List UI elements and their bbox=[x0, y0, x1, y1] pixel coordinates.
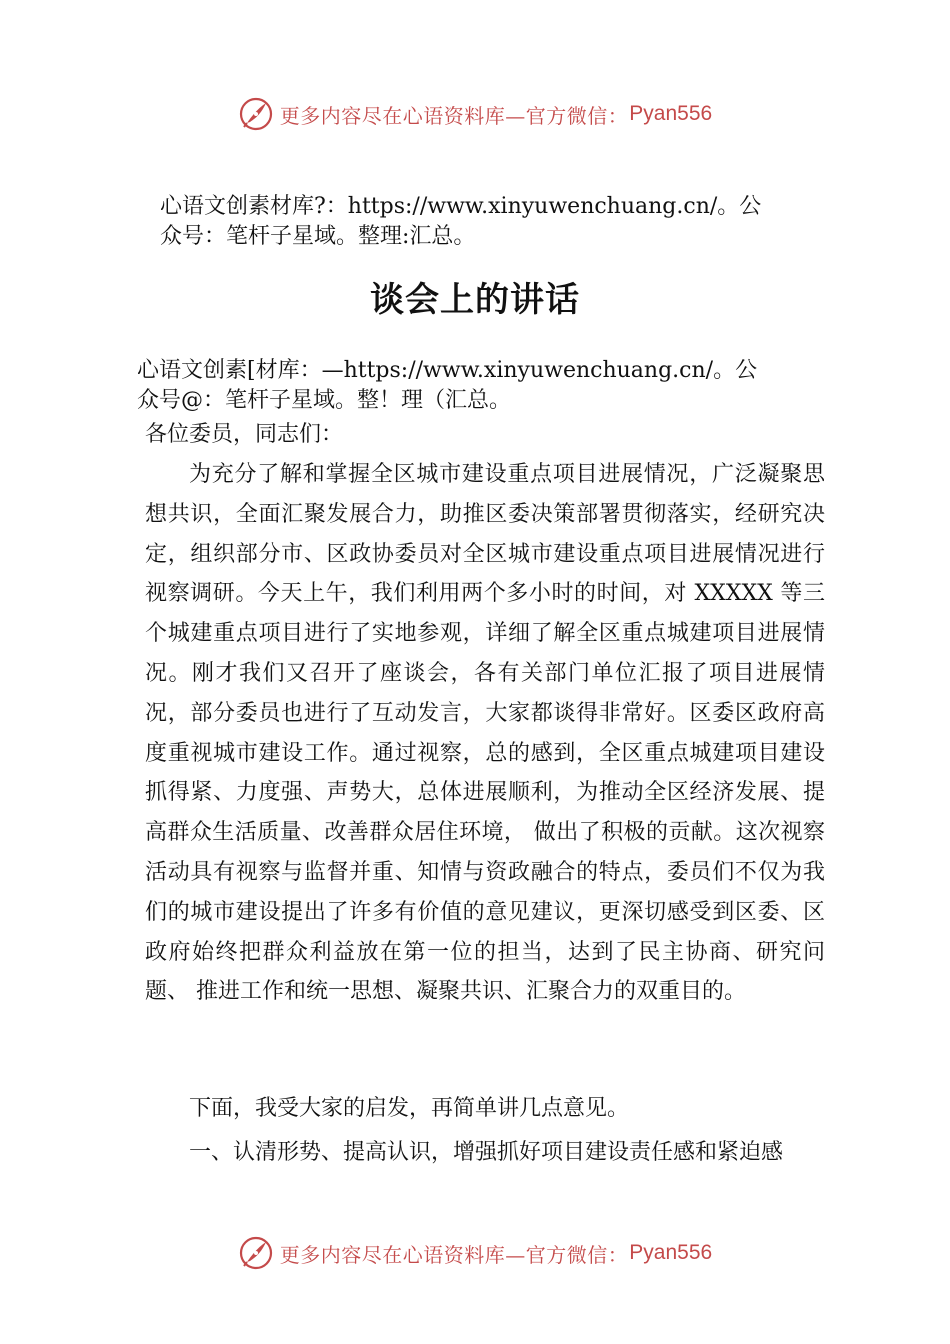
salutation: 各位委员，同志们： bbox=[145, 422, 344, 447]
source-note-1-line-2: 众号：笔杆子星域。整理:汇总。 bbox=[160, 224, 476, 249]
body-paragraph-2: 下面，我受大家的启发，再简单讲几点意见。 bbox=[189, 1096, 630, 1121]
document-title: 谈会上的讲话 bbox=[370, 280, 580, 320]
section-heading-1: 一、认清形势、提高认识，增强抓好项目建设责任感和紧迫感 bbox=[189, 1140, 784, 1165]
quill-pen-logo-icon bbox=[238, 1235, 274, 1271]
header-slogan: 更多内容尽在心语资料库—官方微信： bbox=[279, 103, 629, 128]
header-wechat-id: Pyan556 bbox=[629, 102, 713, 125]
header-banner bbox=[0, 94, 950, 134]
body-paragraph-1: 为充分了解和掌握全区城市建设重点项目进展情况，广泛凝聚思想共识，全面汇聚发展合力，助推区委决策部署贯彻落实，经研究决定，组织部分市、区政协委员对全区城市建设重点项目进展情况进行视察调研。今天上午，我们利用两个多小时的时间，对 XXXXX 等三个城建重点项目进行了实地参观，详细了解全区重点城建项目进展情况。刚才我们又召开了座谈会，各有关部门单位汇报了项目进展情况，部分委员也进行了互动发言，大家都谈得非常好。区委区政府高度重视城市建设工作。通过视察，总的感到，全区重点城建项目建设抓得紧、力度强、声势大，总体进展顺利，为推动全区经济发展、提高群众生活质量、改善群众居住环境， 做出了积极的贡献。这次视察活动具有视察与监督并重、知情与资政融合的特点，委员们不仅为我们的城市建设提出了许多有价值的意见建议，更深切感受到区委、区政府始终把群众利益放在第一位的担当，达到了民主协商、研究问题、 推进工作和统一思想、凝聚共识、汇聚合力的双重目的。 bbox=[145, 462, 825, 1005]
source-note-2-line-1: 心语文创素[材库：—https://www.xinyuwenchuang.cn/。公 bbox=[137, 358, 758, 383]
source-note-2-line-2: 众号@：笔杆子星域。整！理（汇总。 bbox=[137, 388, 512, 413]
footer-wechat-id: Pyan556 bbox=[629, 1241, 713, 1264]
footer-banner bbox=[0, 1233, 950, 1273]
quill-pen-logo-icon bbox=[238, 96, 274, 132]
source-note-1-line-1: 心语文创素材库?：https://www.xinyuwenchuang.cn/。公 bbox=[160, 194, 762, 219]
footer-slogan: 更多内容尽在心语资料库—官方微信： bbox=[279, 1242, 629, 1267]
